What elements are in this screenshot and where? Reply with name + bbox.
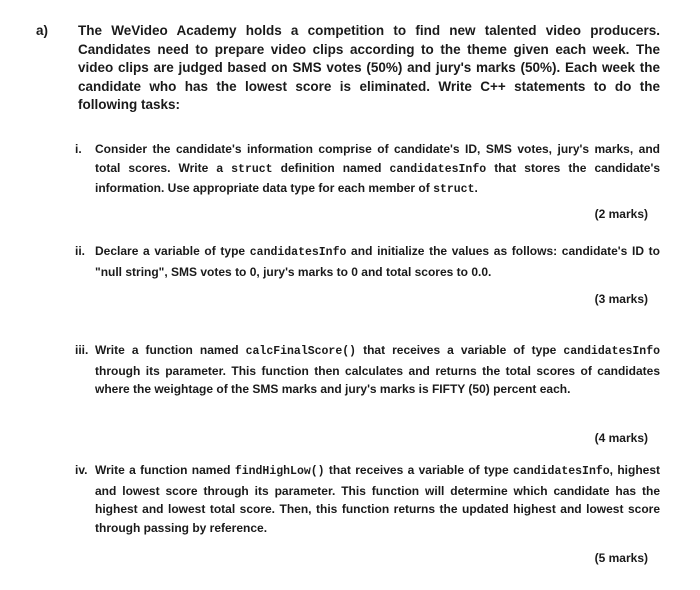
subquestion-number: i.	[75, 142, 82, 156]
subquestion-iv	[75, 461, 660, 537]
code-candidatesinfo: candidatesInfo	[249, 246, 347, 259]
code-calcfinalscore: calcFinalScore()	[245, 345, 357, 358]
code-candidatesinfo: candidatesInfo	[563, 345, 660, 358]
text-segment: through its parameter. This function then calculates and returns the total scores of candidates where the weightage of the SMS marks and jury's marks is FIFTY (50) percent each.	[95, 363, 660, 397]
question-label: a)	[36, 23, 49, 38]
code-struct: struct	[433, 183, 475, 197]
text-segment: Declare a variable of type	[95, 244, 250, 258]
subquestion-i	[75, 140, 661, 197]
text-segment: and initialize the values as follows: candidate's ID to "null string", SMS votes to 0, jury's marks to 0 and total scores to 0.0.	[95, 244, 661, 279]
code-struct: struct	[231, 162, 273, 176]
text-segment: Consider the candidate's information comprise of candidate's ID, SMS votes, jury's marks, and total scores. Write a	[95, 142, 660, 175]
subquestion-text	[95, 242, 660, 281]
text-segment: that receives a variable of type	[324, 463, 514, 477]
text-segment: Write a function named	[95, 463, 235, 477]
subquestion-number: iv.	[75, 463, 88, 477]
marks-ii: (3 marks)	[594, 292, 648, 306]
text-segment: , highest and lowest score through its parameter. This function will determine which candidate has the highest and lowest total score. Then, this function returns the updated highest and lowest score through passing by reference.	[95, 463, 660, 535]
subquestion-iii	[75, 341, 660, 417]
subquestion-text	[95, 461, 660, 537]
question-intro: The WeVideo Academy holds a competition to find new talented video producers. Candidates need to prepare video clips according to the theme given each week. The video clips are judged based on SMS votes (50%) and jury's marks (50%). Each week the candidate who has the lowest score is eliminated. Write C++ statements to do the following tasks:	[78, 23, 660, 113]
subquestion-text	[95, 341, 660, 399]
text-segment: .	[474, 181, 478, 196]
text-segment: Write a function named	[95, 343, 246, 357]
code-findhighlow: findHighLow()	[234, 465, 325, 478]
text-segment: definition named	[272, 160, 390, 175]
text-segment: that receives a variable of type	[356, 343, 564, 357]
code-candidatesinfo: candidatesInfo	[389, 162, 487, 176]
marks-iv: (5 marks)	[594, 551, 648, 565]
code-candidatesinfo: candidatesInfo	[513, 465, 610, 478]
subquestion-ii	[75, 242, 660, 280]
subquestion-number: iii.	[75, 343, 89, 357]
subquestion-number: ii.	[75, 244, 86, 258]
text-segment: that stores the candidate's information. Use appropriate data type for each member of	[95, 160, 661, 196]
subquestion-text	[95, 140, 660, 200]
marks-i: (2 marks)	[594, 207, 648, 221]
marks-iii: (4 marks)	[594, 431, 648, 445]
